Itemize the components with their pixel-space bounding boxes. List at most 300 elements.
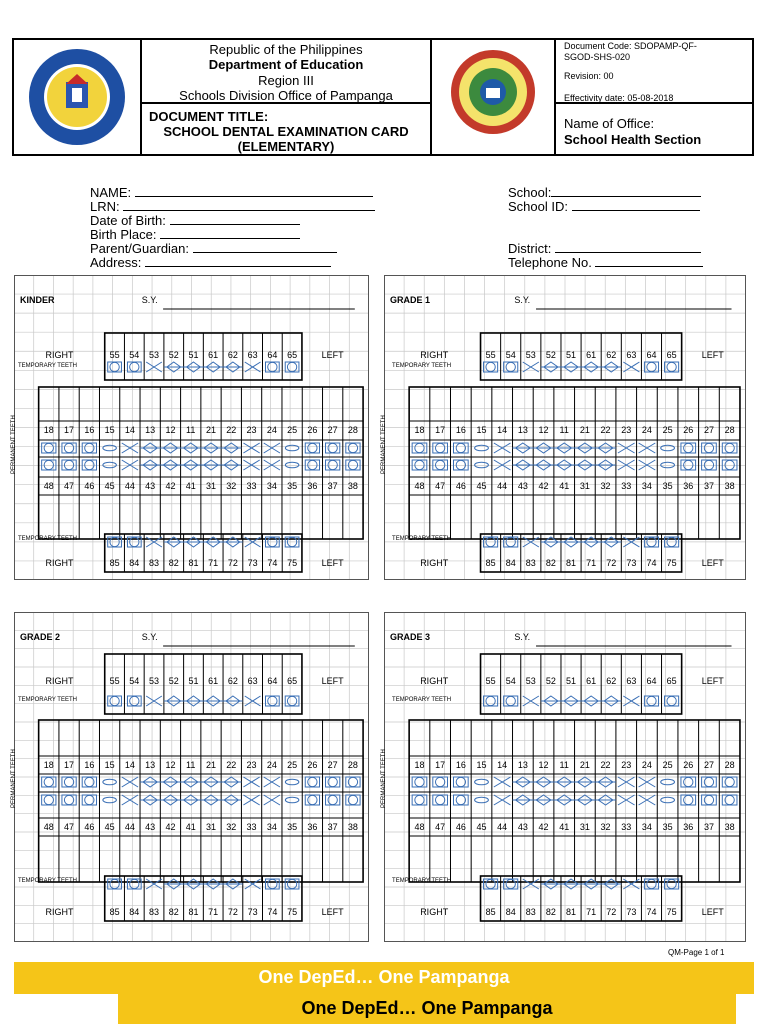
tooth-number-54: 54 xyxy=(129,350,140,360)
tooth-number-11: 11 xyxy=(186,760,196,770)
tooth-number-74: 74 xyxy=(646,907,657,917)
tooth-11-symbol[interactable] xyxy=(554,443,575,453)
tooth-number-17: 17 xyxy=(64,425,75,435)
tooth-42-symbol[interactable] xyxy=(533,460,554,470)
tooth-12-symbol[interactable] xyxy=(533,777,554,787)
tooth-53-upper-symbol[interactable] xyxy=(523,696,539,706)
tooth-41-symbol[interactable] xyxy=(554,460,575,470)
tooth-number-51: 51 xyxy=(188,676,199,686)
tooth-34-symbol[interactable] xyxy=(264,795,280,805)
tooth-33-symbol[interactable] xyxy=(618,460,635,470)
tooth-number-73: 73 xyxy=(626,907,637,917)
tooth-83-symbol[interactable] xyxy=(146,879,162,889)
tooth-36-symbol[interactable] xyxy=(681,795,696,805)
tooth-number-47: 47 xyxy=(435,481,446,491)
tooth-63-upper-symbol[interactable] xyxy=(623,696,639,706)
tooth-number-22: 22 xyxy=(600,760,611,770)
district-label: District: xyxy=(508,241,552,256)
tooth-84-symbol[interactable] xyxy=(504,879,518,889)
tooth-33-symbol[interactable] xyxy=(243,795,259,805)
tooth-number-84: 84 xyxy=(505,558,516,568)
tooth-44-symbol[interactable] xyxy=(122,795,138,805)
tooth-48-symbol[interactable] xyxy=(412,795,427,805)
tooth-16-symbol[interactable] xyxy=(82,777,96,787)
tooth-11-symbol[interactable] xyxy=(181,777,201,787)
tooth-61-upper-symbol[interactable] xyxy=(203,696,223,706)
tooth-number-51: 51 xyxy=(566,676,577,686)
tooth-number-72: 72 xyxy=(606,558,617,568)
footer-motto-1: One DepEd… One Pampanga xyxy=(258,967,510,987)
tooth-number-31: 31 xyxy=(205,822,216,832)
tooth-number-43: 43 xyxy=(145,481,156,491)
tooth-41-symbol[interactable] xyxy=(181,795,201,805)
tooth-26-symbol[interactable] xyxy=(681,443,696,453)
tooth-46-symbol[interactable] xyxy=(453,795,468,805)
tooth-number-33: 33 xyxy=(246,822,257,832)
tooth-44-symbol[interactable] xyxy=(494,795,511,805)
tooth-37-symbol[interactable] xyxy=(702,460,717,470)
tooth-63-upper-symbol[interactable] xyxy=(245,696,261,706)
tooth-38-symbol[interactable] xyxy=(722,460,737,470)
tooth-35-symbol[interactable] xyxy=(285,797,299,803)
tooth-number-38: 38 xyxy=(347,822,358,832)
tooth-73-symbol[interactable] xyxy=(623,879,639,889)
tooth-74-symbol[interactable] xyxy=(644,879,658,889)
tooth-number-32: 32 xyxy=(226,822,237,832)
tooth-16-symbol[interactable] xyxy=(453,777,468,787)
tooth-41-symbol[interactable] xyxy=(554,795,575,805)
tooth-17-symbol[interactable] xyxy=(433,443,448,453)
left-label-lower: LEFT xyxy=(321,558,344,568)
tooth-54-upper-symbol[interactable] xyxy=(127,696,141,706)
tooth-number-16: 16 xyxy=(84,760,95,770)
tooth-25-symbol[interactable] xyxy=(285,445,299,451)
tooth-number-22: 22 xyxy=(600,425,611,435)
tooth-number-55: 55 xyxy=(109,350,120,360)
temporary-teeth-label-upper: TEMPORARY TEETH xyxy=(17,363,77,369)
tooth-number-48: 48 xyxy=(43,822,54,832)
tooth-26-symbol[interactable] xyxy=(305,777,319,787)
tooth-number-36: 36 xyxy=(683,481,694,491)
tooth-18-symbol[interactable] xyxy=(412,443,427,453)
tooth-number-14: 14 xyxy=(124,425,135,435)
tooth-62-upper-symbol[interactable] xyxy=(223,696,243,706)
tooth-51-upper-symbol[interactable] xyxy=(184,696,204,706)
permanent-teeth-label: PERMANENT TEETH xyxy=(11,749,18,808)
tooth-number-24: 24 xyxy=(641,425,652,435)
tooth-34-symbol[interactable] xyxy=(639,795,656,805)
page-number: QM-Page 1 of 1 xyxy=(668,948,725,957)
tooth-28-symbol[interactable] xyxy=(722,443,737,453)
tooth-number-53: 53 xyxy=(525,350,536,360)
tooth-number-83: 83 xyxy=(149,558,160,568)
tooth-number-36: 36 xyxy=(307,481,318,491)
tooth-28-symbol[interactable] xyxy=(722,777,737,787)
tooth-55-upper-symbol[interactable] xyxy=(108,696,122,706)
tooth-24-symbol[interactable] xyxy=(639,777,656,787)
tooth-84-symbol[interactable] xyxy=(127,879,141,889)
tooth-46-symbol[interactable] xyxy=(82,460,96,470)
tooth-54-upper-symbol[interactable] xyxy=(504,696,518,706)
tooth-number-25: 25 xyxy=(662,425,673,435)
tooth-number-71: 71 xyxy=(208,558,219,568)
tooth-number-18: 18 xyxy=(43,760,54,770)
school-label: School: xyxy=(508,185,552,200)
tooth-number-52: 52 xyxy=(545,350,556,360)
tooth-number-11: 11 xyxy=(186,425,196,435)
chart-grid xyxy=(384,612,746,942)
tooth-number-34: 34 xyxy=(266,822,277,832)
tooth-51-upper-symbol[interactable] xyxy=(561,696,581,706)
tooth-25-symbol[interactable] xyxy=(661,779,675,785)
tooth-number-64: 64 xyxy=(646,350,657,360)
tooth-number-51: 51 xyxy=(188,350,199,360)
tooth-47-symbol[interactable] xyxy=(433,795,448,805)
temporary-teeth-label-upper: TEMPORARY TEETH xyxy=(392,697,452,703)
tooth-42-symbol[interactable] xyxy=(160,795,180,805)
tooth-number-17: 17 xyxy=(435,760,446,770)
lrn-field[interactable] xyxy=(90,199,375,214)
tooth-27-symbol[interactable] xyxy=(326,443,340,453)
effectivity-text: Effectivity date: 05-08-2018 xyxy=(564,93,674,103)
tooth-85-symbol[interactable] xyxy=(484,879,498,889)
tooth-52-upper-symbol[interactable] xyxy=(541,696,561,706)
tooth-number-47: 47 xyxy=(64,822,75,832)
document-code-line1: Document Code: SDOPAMP-QF- xyxy=(564,41,697,51)
tooth-47-symbol[interactable] xyxy=(62,795,76,805)
tooth-number-71: 71 xyxy=(586,558,597,568)
tooth-35-symbol[interactable] xyxy=(661,462,675,468)
tooth-25-symbol[interactable] xyxy=(285,779,299,785)
tooth-number-23: 23 xyxy=(621,425,632,435)
tooth-number-65: 65 xyxy=(666,676,677,686)
tooth-number-35: 35 xyxy=(662,481,673,491)
tooth-43-symbol[interactable] xyxy=(513,795,534,805)
tooth-13-symbol[interactable] xyxy=(513,443,534,453)
kinder-dental-chart xyxy=(11,275,369,580)
district-field[interactable] xyxy=(508,241,701,256)
tooth-number-13: 13 xyxy=(145,425,156,435)
tooth-number-31: 31 xyxy=(579,481,590,491)
tooth-number-61: 61 xyxy=(208,350,219,360)
tooth-number-42: 42 xyxy=(538,481,549,491)
tooth-number-72: 72 xyxy=(227,558,238,568)
tooth-14-symbol[interactable] xyxy=(122,443,138,453)
tooth-38-symbol[interactable] xyxy=(346,460,360,470)
region-text: Region III xyxy=(258,73,314,88)
tooth-number-82: 82 xyxy=(168,558,179,568)
tooth-64-upper-symbol[interactable] xyxy=(266,696,280,706)
tooth-number-44: 44 xyxy=(497,822,508,832)
tooth-37-symbol[interactable] xyxy=(326,795,340,805)
temporary-teeth-label-lower: TEMPORARY TEETH xyxy=(17,878,77,884)
tooth-number-63: 63 xyxy=(626,350,637,360)
address-field[interactable] xyxy=(90,255,331,270)
tooth-14-symbol[interactable] xyxy=(122,777,138,787)
tooth-number-44: 44 xyxy=(497,481,508,491)
tooth-number-34: 34 xyxy=(641,481,652,491)
tooth-36-symbol[interactable] xyxy=(305,795,319,805)
school-field[interactable] xyxy=(508,185,701,200)
tooth-23-symbol[interactable] xyxy=(618,443,635,453)
document-title-line1: SCHOOL DENTAL EXAMINATION CARD xyxy=(163,124,409,139)
tooth-46-symbol[interactable] xyxy=(82,795,96,805)
tooth-82-symbol[interactable] xyxy=(541,879,561,889)
tooth-number-83: 83 xyxy=(149,907,160,917)
tooth-number-35: 35 xyxy=(662,822,673,832)
tooth-25-symbol[interactable] xyxy=(661,445,675,451)
chart-grid xyxy=(14,612,369,942)
telephone-field[interactable] xyxy=(508,255,703,270)
tooth-number-73: 73 xyxy=(247,907,258,917)
tooth-number-37: 37 xyxy=(327,481,338,491)
tooth-number-21: 21 xyxy=(205,760,216,770)
tooth-73-symbol[interactable] xyxy=(245,879,261,889)
tooth-33-symbol[interactable] xyxy=(243,460,259,470)
tooth-37-symbol[interactable] xyxy=(702,795,717,805)
temporary-teeth-label-lower: TEMPORARY TEETH xyxy=(392,878,452,884)
tooth-38-symbol[interactable] xyxy=(346,795,360,805)
office-label: Name of Office: xyxy=(564,116,655,131)
tooth-number-63: 63 xyxy=(247,350,258,360)
tooth-36-symbol[interactable] xyxy=(305,460,319,470)
tooth-45-symbol[interactable] xyxy=(475,797,489,803)
tooth-16-symbol[interactable] xyxy=(82,443,96,453)
tooth-14-symbol[interactable] xyxy=(494,777,511,787)
temporary-teeth-label-lower: TEMPORARY TEETH xyxy=(17,536,77,542)
tooth-61-upper-symbol[interactable] xyxy=(581,696,601,706)
tooth-number-82: 82 xyxy=(168,907,179,917)
tooth-number-36: 36 xyxy=(307,822,318,832)
tooth-75-symbol[interactable] xyxy=(285,879,299,889)
tooth-27-symbol[interactable] xyxy=(326,777,340,787)
tooth-number-52: 52 xyxy=(168,676,179,686)
parent-field[interactable] xyxy=(90,241,337,256)
tooth-number-13: 13 xyxy=(145,760,156,770)
tooth-11-symbol[interactable] xyxy=(181,443,201,453)
tooth-number-85: 85 xyxy=(485,907,496,917)
tooth-number-12: 12 xyxy=(165,760,176,770)
right-label-lower: RIGHT xyxy=(45,907,74,917)
tooth-number-64: 64 xyxy=(646,676,657,686)
document-header xyxy=(12,38,754,156)
dob-label: Date of Birth: xyxy=(90,213,166,228)
tooth-number-61: 61 xyxy=(586,676,597,686)
tooth-45-symbol[interactable] xyxy=(103,797,117,803)
tooth-12-symbol[interactable] xyxy=(160,777,180,787)
left-label-upper: LEFT xyxy=(321,676,344,686)
tooth-number-38: 38 xyxy=(724,822,735,832)
tooth-74-symbol[interactable] xyxy=(266,879,280,889)
tooth-number-61: 61 xyxy=(586,350,597,360)
tooth-14-symbol[interactable] xyxy=(494,443,511,453)
tooth-37-symbol[interactable] xyxy=(326,460,340,470)
tooth-26-symbol[interactable] xyxy=(681,777,696,787)
tooth-number-81: 81 xyxy=(188,558,199,568)
tooth-44-symbol[interactable] xyxy=(122,460,138,470)
sy-label: S.Y. xyxy=(141,295,158,305)
tooth-27-symbol[interactable] xyxy=(702,443,717,453)
deped-seal-cell xyxy=(12,38,142,156)
tooth-43-symbol[interactable] xyxy=(140,795,160,805)
tooth-number-45: 45 xyxy=(104,481,115,491)
tooth-35-symbol[interactable] xyxy=(285,462,299,468)
temporary-teeth-label-upper: TEMPORARY TEETH xyxy=(17,697,77,703)
tooth-number-12: 12 xyxy=(538,425,549,435)
tooth-number-14: 14 xyxy=(497,760,508,770)
tooth-number-75: 75 xyxy=(666,558,677,568)
tooth-number-16: 16 xyxy=(455,425,466,435)
chart-title: GRADE 2 xyxy=(20,632,61,642)
tooth-number-17: 17 xyxy=(435,425,446,435)
tooth-number-27: 27 xyxy=(327,760,338,770)
tooth-number-24: 24 xyxy=(641,760,652,770)
tooth-17-symbol[interactable] xyxy=(433,777,448,787)
division-seal-icon xyxy=(432,40,554,154)
tooth-number-26: 26 xyxy=(683,425,694,435)
tooth-15-symbol[interactable] xyxy=(475,445,489,451)
tooth-65-upper-symbol[interactable] xyxy=(285,696,299,706)
chart-title: KINDER xyxy=(20,295,55,305)
tooth-47-symbol[interactable] xyxy=(433,460,448,470)
tooth-55-upper-symbol[interactable] xyxy=(484,696,498,706)
tooth-15-symbol[interactable] xyxy=(103,445,117,451)
tooth-46-symbol[interactable] xyxy=(453,460,468,470)
tooth-45-symbol[interactable] xyxy=(475,462,489,468)
tooth-23-symbol[interactable] xyxy=(618,777,635,787)
tooth-28-symbol[interactable] xyxy=(346,443,360,453)
tooth-34-symbol[interactable] xyxy=(264,460,280,470)
tooth-number-83: 83 xyxy=(525,907,536,917)
tooth-64-upper-symbol[interactable] xyxy=(644,696,658,706)
tooth-33-symbol[interactable] xyxy=(618,795,635,805)
tooth-72-symbol[interactable] xyxy=(601,879,621,889)
tooth-81-symbol[interactable] xyxy=(561,879,581,889)
tooth-15-symbol[interactable] xyxy=(103,779,117,785)
tooth-number-38: 38 xyxy=(347,481,358,491)
tooth-47-symbol[interactable] xyxy=(62,460,76,470)
tooth-number-16: 16 xyxy=(84,425,95,435)
tooth-number-45: 45 xyxy=(476,822,487,832)
tooth-71-symbol[interactable] xyxy=(581,879,601,889)
deped-seal-icon xyxy=(14,40,140,154)
tooth-number-41: 41 xyxy=(559,822,570,832)
school-id-field[interactable] xyxy=(508,199,700,214)
tooth-44-symbol[interactable] xyxy=(494,460,511,470)
tooth-35-symbol[interactable] xyxy=(661,797,675,803)
tooth-number-23: 23 xyxy=(246,425,257,435)
tooth-number-48: 48 xyxy=(43,481,54,491)
dob-field[interactable] xyxy=(90,213,300,228)
tooth-number-47: 47 xyxy=(435,822,446,832)
tooth-48-symbol[interactable] xyxy=(412,460,427,470)
tooth-72-symbol[interactable] xyxy=(223,879,243,889)
tooth-42-symbol[interactable] xyxy=(160,460,180,470)
tooth-16-symbol[interactable] xyxy=(453,443,468,453)
tooth-24-symbol[interactable] xyxy=(264,777,280,787)
document-code-cell xyxy=(554,38,754,104)
tooth-number-25: 25 xyxy=(662,760,673,770)
tooth-number-74: 74 xyxy=(267,558,278,568)
tooth-23-symbol[interactable] xyxy=(243,443,259,453)
tooth-number-42: 42 xyxy=(165,822,176,832)
tooth-42-symbol[interactable] xyxy=(533,795,554,805)
birth-place-field[interactable] xyxy=(90,227,300,242)
tooth-36-symbol[interactable] xyxy=(681,460,696,470)
tooth-number-46: 46 xyxy=(455,481,466,491)
tooth-number-35: 35 xyxy=(287,481,298,491)
tooth-number-74: 74 xyxy=(267,907,278,917)
tooth-number-74: 74 xyxy=(646,558,657,568)
tooth-13-symbol[interactable] xyxy=(140,443,160,453)
tooth-number-36: 36 xyxy=(683,822,694,832)
tooth-18-symbol[interactable] xyxy=(412,777,427,787)
tooth-number-11: 11 xyxy=(559,760,569,770)
tooth-number-12: 12 xyxy=(538,760,549,770)
tooth-65-upper-symbol[interactable] xyxy=(665,696,679,706)
tooth-number-41: 41 xyxy=(185,822,196,832)
tooth-24-symbol[interactable] xyxy=(639,443,656,453)
tooth-number-42: 42 xyxy=(538,822,549,832)
tooth-62-upper-symbol[interactable] xyxy=(601,696,621,706)
tooth-number-43: 43 xyxy=(517,481,528,491)
left-label-lower: LEFT xyxy=(701,907,724,917)
permanent-teeth-label: PERMANENT TEETH xyxy=(380,415,387,474)
tooth-71-symbol[interactable] xyxy=(203,879,223,889)
tooth-number-82: 82 xyxy=(545,907,556,917)
tooth-number-73: 73 xyxy=(247,558,258,568)
tooth-number-81: 81 xyxy=(188,907,199,917)
tooth-41-symbol[interactable] xyxy=(181,460,201,470)
tooth-43-symbol[interactable] xyxy=(513,460,534,470)
tooth-24-symbol[interactable] xyxy=(264,443,280,453)
tooth-17-symbol[interactable] xyxy=(62,777,76,787)
tooth-13-symbol[interactable] xyxy=(513,777,534,787)
name-field[interactable] xyxy=(90,185,373,200)
tooth-45-symbol[interactable] xyxy=(103,462,117,468)
tooth-number-28: 28 xyxy=(347,425,358,435)
birth-place-label: Birth Place: xyxy=(90,227,157,242)
tooth-number-75: 75 xyxy=(666,907,677,917)
tooth-number-45: 45 xyxy=(104,822,115,832)
tooth-38-symbol[interactable] xyxy=(722,795,737,805)
tooth-12-symbol[interactable] xyxy=(533,443,554,453)
chart-title: GRADE 3 xyxy=(390,632,431,642)
tooth-28-symbol[interactable] xyxy=(346,777,360,787)
tooth-27-symbol[interactable] xyxy=(702,777,717,787)
tooth-75-symbol[interactable] xyxy=(665,879,679,889)
tooth-83-symbol[interactable] xyxy=(523,879,539,889)
tooth-15-symbol[interactable] xyxy=(475,779,489,785)
tooth-number-26: 26 xyxy=(307,760,318,770)
tooth-43-symbol[interactable] xyxy=(140,460,160,470)
tooth-23-symbol[interactable] xyxy=(243,777,259,787)
tooth-26-symbol[interactable] xyxy=(305,443,319,453)
tooth-number-62: 62 xyxy=(227,350,238,360)
tooth-number-55: 55 xyxy=(485,676,496,686)
tooth-13-symbol[interactable] xyxy=(140,777,160,787)
document-title-label: DOCUMENT TITLE: xyxy=(149,109,269,124)
tooth-52-upper-symbol[interactable] xyxy=(164,696,184,706)
tooth-12-symbol[interactable] xyxy=(160,443,180,453)
tooth-34-symbol[interactable] xyxy=(639,460,656,470)
tooth-17-symbol[interactable] xyxy=(62,443,76,453)
document-code-line2: SGOD-SHS-020 xyxy=(564,52,631,62)
tooth-11-symbol[interactable] xyxy=(554,777,575,787)
tooth-number-21: 21 xyxy=(205,425,216,435)
tooth-53-upper-symbol[interactable] xyxy=(146,696,162,706)
tooth-number-15: 15 xyxy=(104,425,115,435)
